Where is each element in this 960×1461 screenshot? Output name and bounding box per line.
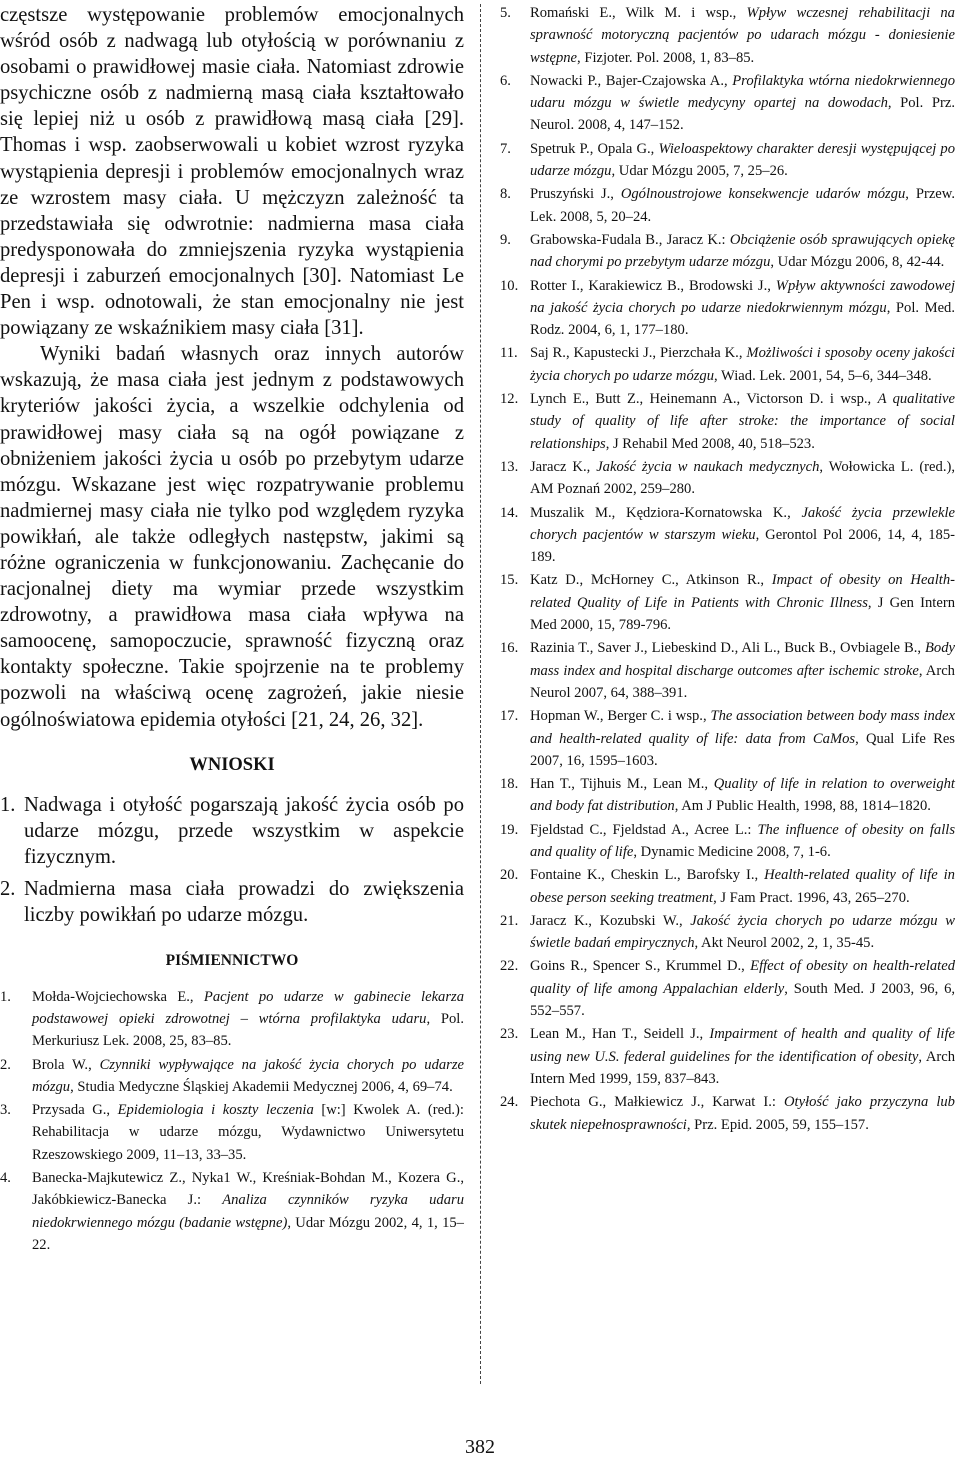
reference-title: Jakość życia chorych po udarze mózgu w świetle badań empirycznych [530,912,955,952]
conclusions-heading: WNIOSKI [189,754,275,775]
reference-item [500,388,955,455]
reference-source: , Pol. Merkuriusz Lek. 2008, 25, 83–85. [32,1010,464,1050]
reference-authors: Goins R., Spencer S., Krummel D., [530,958,751,975]
reference-number: 20. [500,867,519,884]
reference-number: 15. [500,572,519,589]
column-divider [480,4,481,1384]
reference-title: Health-related quality of life in obese person seeking treatment [530,867,955,906]
reference-item [500,229,955,274]
reference-item [500,456,955,501]
reference-authors: Saj R., Kapustecki J., Pierzchała K., [530,345,747,362]
reference-item [500,773,955,818]
reference-title: Ogólnoustrojowe konsekwencje udarów mózgu [620,186,906,203]
reference-number: 12. [500,391,519,408]
conclusion-number: 2. [0,877,16,900]
reference-title: A qualitative study of quality of life after stroke: the importance of social relationships [530,391,956,452]
reference-number: 1. [0,988,11,1005]
reference-title: Obciążenie osób sprawujących opiekę nad chorymi po przebytym udarze mózgu [530,231,956,271]
reference-title: Czynniki wypływające na jakość życia chorych po udarze mózgu [32,1056,465,1095]
reference-title: The influence of obesity on falls and quality of life [530,821,955,860]
reference-text [530,1023,955,1090]
reference-source: , Qual Life Res 2007, 16, 1595–1603. [530,730,955,769]
reference-authors: Lean M., Han T., Seidell J., [530,1026,710,1043]
reference-number: 3. [0,1102,11,1119]
reference-title: Wpływ wczesnej rehabilitacji na sprawność motoryczną pacjentów po udarach mózgu - doniesienie wstępne [530,5,955,66]
references-heading: PIŚMIENNICTWO [165,951,299,969]
reference-text [530,773,955,818]
reference-source: , J Fam Pract. 1996, 43, 265–270. [713,889,910,906]
reference-authors: Mołda-Wojciechowska E., [32,988,204,1005]
reference-title: Profilaktyka wtórna niedokrwiennego udaru mózgu w świetle medycyny opartej na dowodach [530,72,955,112]
reference-number: 9. [500,231,511,248]
reference-source: [w:] Kwolek A. (red.): Rehabilitacja w udarze mózgu, Wydawnictwo Uniwersytetu Rzeszowskiego 2009, 11–13, 33–35. [32,1102,464,1163]
reference-text [530,502,955,569]
reference-item [0,1167,464,1256]
reference-item [0,986,464,1053]
reference-text [530,2,955,69]
reference-source: , Pol. Prz. Neurol. 2008, 4, 147–152. [530,95,955,134]
reference-source: , Udar Mózgu 2006, 8, 42-44. [770,254,945,271]
reference-item [500,1023,955,1090]
reference-number: 13. [500,458,519,475]
reference-number: 21. [500,912,519,929]
reference-authors: Piechota G., Małkiewicz J., Karwat I.: [530,1094,784,1111]
reference-number: 10. [500,277,519,294]
reference-item [500,637,955,704]
reference-authors: Jaracz K., [530,458,597,475]
reference-authors: Rotter I., Karakiewicz B., Brodowski J., [530,277,776,294]
reference-item [500,955,955,1022]
reference-item [500,70,955,137]
reference-title: Quality of life in relation to overweight and body fat distribution [530,776,955,815]
reference-number: 22. [500,958,519,975]
reference-authors: Han T., Tijhuis M., Lean M., [530,776,714,793]
reference-title: The association between body mass index and health-related quality of life: data from CaMos [530,708,955,747]
reference-source: , Am J Public Health, 1998, 88, 1814–1820. [674,798,931,815]
reference-text [32,1167,464,1256]
reference-text [530,388,955,455]
reference-authors: Pruszyński J., [530,186,621,203]
reference-source: , Wiad. Lek. 2001, 54, 5–6, 344–348. [714,367,932,384]
reference-authors: Romański E., Wilk M. i wsp., [530,5,747,21]
reference-title: Możliwości i sposoby oceny jakości życia chorych po udarze mózgu [530,345,955,384]
reference-source: , Arch Neurol 2007, 64, 388–391. [530,662,955,701]
reference-authors: Fjeldstad C., Fjeldstad A., Acree L.: [530,821,758,838]
reference-number: 18. [500,776,519,793]
reference-authors: Razinia T., Saver J., Liebeskind D., Ali L., Buck B., Ovbiagele B., [530,640,925,657]
reference-title: Otyłość jako przyczyna lub skutek niepełnosprawności [530,1094,955,1133]
reference-authors: Katz D., McHorney C., Atkinson R., [530,572,772,589]
reference-item [500,864,955,909]
reference-title: Body mass index and hospital discharge outcomes after ischemic stroke [530,640,955,679]
reference-item [500,569,955,636]
reference-source: , Pol. Med. Rodz. 2004, 6, 1, 177–180. [530,299,955,339]
reference-text [530,275,955,342]
reference-text [530,138,955,183]
reference-item [500,342,955,387]
reference-number: 14. [500,504,519,521]
reference-text [530,705,955,772]
reference-text [530,342,955,387]
reference-text [530,229,955,274]
reference-authors: Fontaine K., Cheskin L., Barofsky I., [530,867,765,884]
reference-item [500,502,955,569]
reference-source: , Fizjoter. Pol. 2008, 1, 83–85. [577,49,755,66]
reference-authors: Spetruk P., Opala G., [530,140,659,157]
references-list-left [0,986,464,1257]
reference-title: Wpływ aktywności zawodowej na jakość życia chorych po udarze niedokrwiennym mózgu [530,277,955,316]
reference-authors: Przysada G., [32,1102,118,1119]
body-paragraph: Wyniki badań własnych oraz innych autorów wskazują, że masa ciała jest jednym z podstawowych kryteriów jakości życia, a wszelkie odchylenia od prawidłowej masy ciała są na ogół powiązane z obniżeniem jakości życia u osób po przebytym udarze mózgu. Wskazane jest więc rozpatrywanie problemu nadmiernej masy ciała nie tylko pod względem ryzyka powikłań, ale także odległych następstw, jakimi są różne ograniczenia w funkcjonowaniu. Zachęcanie do racjonalnej diety ma wymiar przede wszystkim zdrowotny, a prawidłowa masa ciała wpływa na samoocenę, samopoczucie, sprawność fizyczną oraz kontakty społeczne. Takie spojrzenie na te problemy pozwoli na właściwą ocenę zagrożeń, jakie niesie ogólnoświatowa epidemia otyłości [21, 24, 26, 32]. [0,343,464,731]
reference-item [500,138,955,183]
reference-item [500,1091,955,1136]
references-list-right [500,2,955,1137]
reference-source: , Arch Intern Med 1999, 159, 837–843. [530,1048,955,1087]
reference-item [500,183,955,228]
reference-text [530,910,955,955]
reference-authors: Nowacki P., Bajer-Czajowska A., [530,72,733,89]
reference-authors: Lynch E., Butt Z., Heinemann A., Victorson D. i wsp., [530,391,878,408]
reference-source: , J Rehabil Med 2008, 40, 518–523. [605,435,815,452]
reference-number: 7. [500,140,511,157]
reference-authors: Jaracz K., Kozubski W., [530,912,691,929]
reference-title: Analiza czynników ryzyka udaru niedokrwiennego mózgu (badanie wstępne) [32,1192,464,1231]
reference-authors: Muszalik M., Kędziora-Kornatowska K., [530,504,802,521]
reference-text [32,1099,464,1166]
reference-text [32,986,464,1053]
reference-authors: Hopman W., Berger C. i wsp., [530,708,711,725]
reference-item [500,910,955,955]
reference-source: , Udar Mózgu 2002, 4, 1, 15–22. [32,1214,464,1253]
reference-number: 4. [0,1170,11,1186]
reference-number: 24. [500,1094,519,1111]
reference-text [530,864,955,909]
reference-title: Pacjent po udarze w gabinecie lekarza podstawowej opieki zdrowotnej – wtórna profilaktyka udaru [32,988,465,1027]
reference-title: Jakość życia w naukach medycznych [596,458,820,475]
reference-title: Impact of obesity on Health-related Quality of Life in Patients with Chronic Illness [530,572,955,611]
reference-number: 16. [500,640,519,657]
reference-source: , Studia Medyczne Śląskiej Akademii Medycznej 2006, 4, 69–74. [70,1078,453,1095]
reference-text [530,637,955,704]
reference-source: , Wołowicka L. (red.), AM Poznań 2002, 259–280. [530,458,955,498]
reference-number: 5. [500,5,511,21]
conclusion-text: Nadwaga i otyłość pogarszają jakość życia osób po udarze mózgu, przede wszystkim w aspekcie fizycznym. [24,793,464,868]
page-number: 382 [465,1436,495,1458]
reference-text [530,456,955,501]
reference-number: 6. [500,72,511,89]
reference-item [0,1099,464,1166]
reference-source: , Dynamic Medicine 2008, 7, 1-6. [633,843,831,860]
reference-item [500,705,955,772]
reference-source: , South Med. J 2003, 96, 6, 552–557. [530,980,956,1020]
reference-text [530,955,955,1022]
reference-title: Effect of obesity on health-related quality of life among Appalachian elderly [530,958,955,997]
reference-text [32,1054,464,1099]
conclusion-number: 1. [0,793,16,816]
reference-text [530,1091,955,1136]
reference-authors: Banecka-Majkutewicz Z., Nyka1 W., Kreśniak-Bohdan M., Kozera G., Jakóbkiewicz-Banecka J.: [32,1170,464,1209]
reference-title: Wieloaspektowy charakter deresji występującej po udarze mózgu [530,140,955,180]
reference-title: Jakość życia przewlekle chorych pacjentów w starszym wieku [530,504,955,543]
conclusion-item [0,792,464,870]
reference-item [500,2,955,69]
left-column [0,2,464,1257]
reference-source: , Prz. Epid. 2005, 59, 155–157. [686,1116,869,1133]
reference-source: , J Gen Intern Med 2000, 15, 789-796. [530,594,955,634]
reference-source: , Akt Neurol 2002, 2, 1, 35-45. [694,935,875,952]
reference-text [530,183,955,228]
reference-number: 23. [500,1026,519,1043]
reference-authors: Grabowska-Fudala B., Jaracz K.: [530,231,730,248]
reference-number: 11. [500,345,518,362]
reference-source: , Przew. Lek. 2008, 5, 20–24. [530,186,956,225]
reference-source: , Gerontol Pol 2006, 14, 4, 185-189. [530,526,955,566]
reference-number: 17. [500,708,519,725]
reference-text [530,819,955,864]
reference-number: 8. [500,186,511,203]
reference-authors: Brola W., [32,1056,100,1073]
reference-number: 2. [0,1056,11,1073]
reference-item [0,1054,464,1099]
body-paragraph: częstsze występowanie problemów emocjonalnych wśród osób z nadwagą lub otyłością w porównaniu z osobami o prawidłowej masie ciała. Natomiast zdrowie psychiczne osób z nadmierną masą ciała kształtowało się lepiej niż u osób z prawidłową masą ciała [29]. Thomas i wsp. zaobserwowali u kobiet wzrost ryzyka wystąpienia depresji i problemów emocjonalnych wraz ze wzrostem masy ciała. U mężczyzn zależność ta przedstawiała się odwrotnie: nadmierna masa ciała predysponowała do zmniejszenia ryzyka wystąpienia depresji i zaburzeń emocjonalnych [30]. Natomiast Le Pen i wsp. odnotowali, że stan emocjonalny nie jest powiązany ze wskaźnikiem masy ciała [31]. [0,4,464,340]
conclusion-item [0,876,464,928]
reference-source: , Udar Mózgu 2005, 7, 25–26. [611,163,788,180]
reference-text [530,569,955,636]
conclusions-list [0,792,464,928]
conclusion-text: Nadmierna masa ciała prowadzi do zwiększenia liczby powikłań po udarze mózgu. [24,877,464,926]
reference-item [500,819,955,864]
reference-title: Impairment of health and quality of life using new U.S. federal guidelines for the identification of obesity [530,1026,955,1065]
reference-text [530,70,955,137]
reference-item [500,275,955,342]
reference-title: Epidemiologia i koszty leczenia [117,1102,314,1119]
reference-number: 19. [500,821,519,838]
